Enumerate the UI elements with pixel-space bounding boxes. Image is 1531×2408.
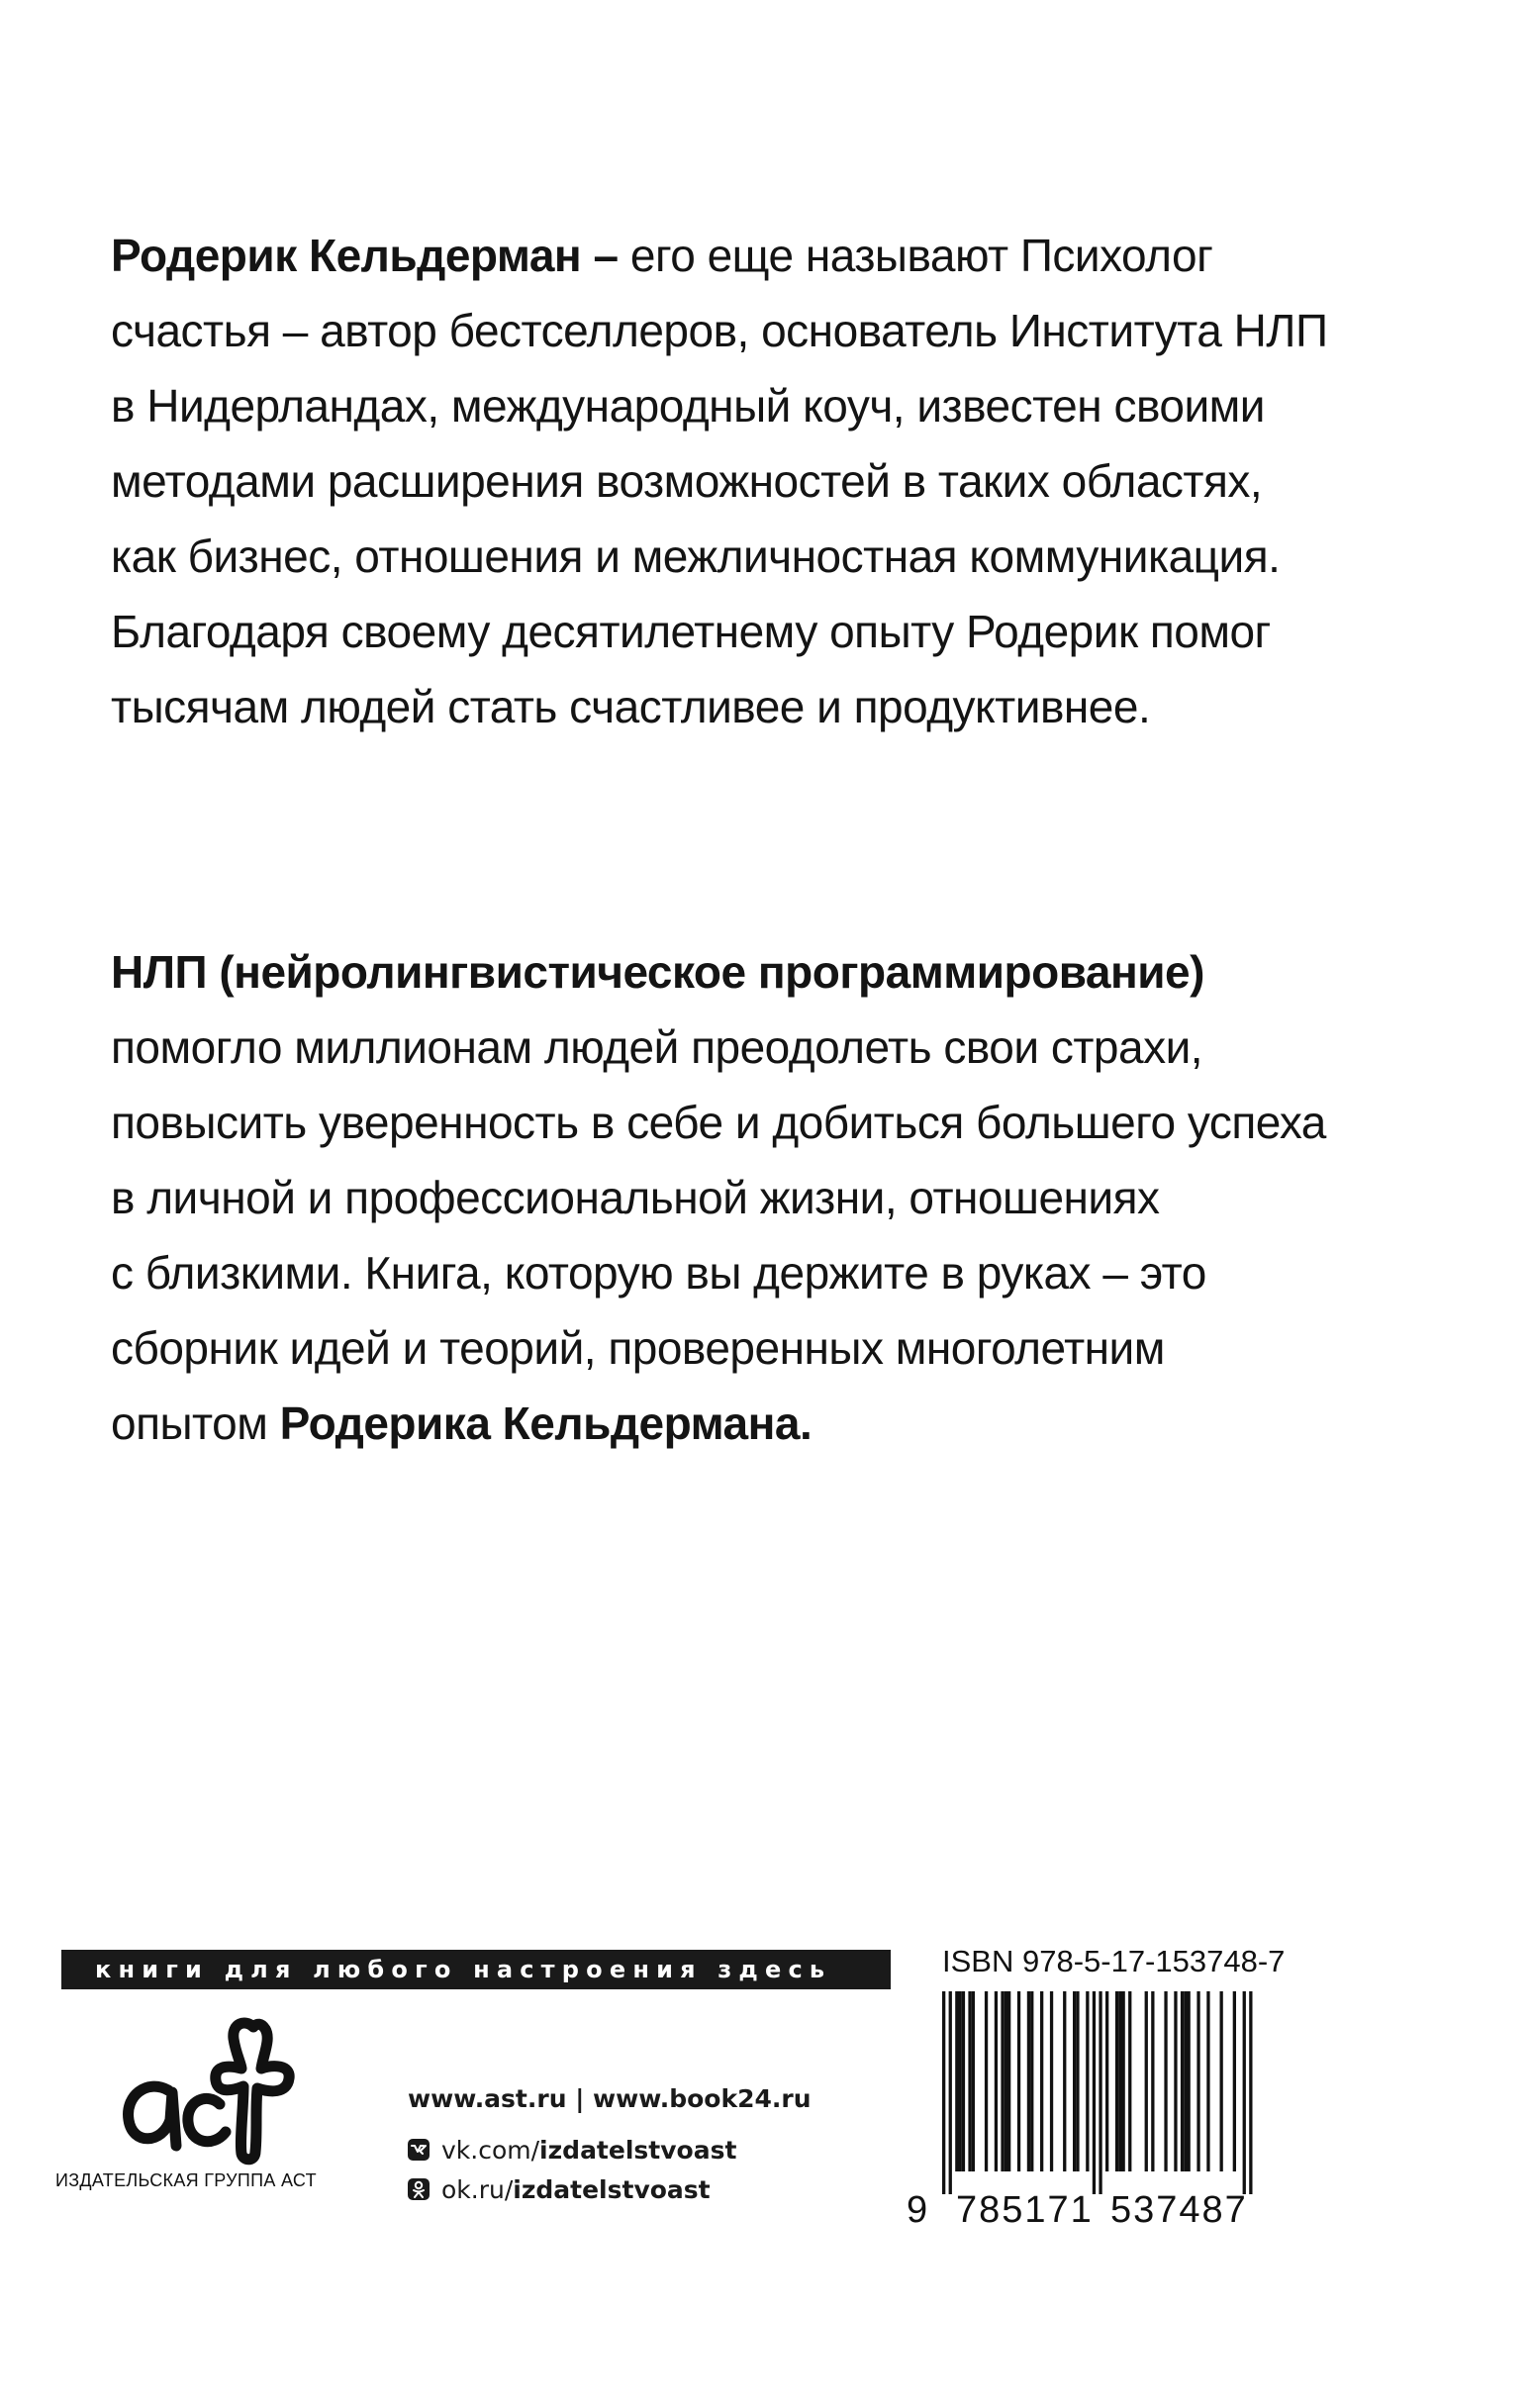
barcode-digit-first: 9 [907,2189,930,2231]
barcode-bar [1093,1991,1096,2194]
book-description-line: повысить уверенность в себе и добиться большего успеха [111,1097,1326,1148]
book-description-line: с близкими. Книга, которую вы держите в руках – это [111,1247,1206,1299]
barcode-bar [1184,1991,1187,2171]
barcode-bar [1128,1991,1131,2171]
barcode-bar [1206,1991,1209,2171]
barcode-bar [949,1991,952,2194]
book-description [111,934,1326,1461]
ok-link[interactable]: ok.ru/ izdatelstvoast [408,2169,812,2209]
barcode-bar [1076,1991,1079,2171]
barcode-bar [1151,1991,1154,2171]
barcode-bar [1005,1991,1007,2171]
author-bio-line: тысячам людей стать счастливее и продуктивнее. [111,681,1151,732]
barcode-bar [1063,1991,1066,2171]
barcode-bar [972,1991,975,2171]
barcode-bar [1174,1991,1177,2171]
barcode-bar [942,1991,945,2194]
author-bio-line: в Нидерландах, международный коуч, известен своими [111,380,1265,432]
author-bio-line: как бизнес, отношения и межличностная коммуникация. [111,530,1281,582]
barcode-bar [955,1991,958,2171]
barcode-bar [1099,1991,1101,2194]
barcode-bar [1027,1991,1030,2171]
book-description-line: сборник идей и теорий, проверенных многолетним [111,1322,1165,1374]
barcode-bar [962,1991,965,2171]
barcode-bar [968,1991,971,2171]
barcode-bar [1220,1991,1223,2171]
book-description-line: помогло миллионам людей преодолеть свои страхи, [111,1021,1203,1073]
author-bio [111,218,1328,744]
barcode-bar [1017,1991,1020,2171]
author-bio-line: Родерик Кельдерман – его еще называют Психолог [111,230,1213,281]
barcode-bar [1196,1991,1199,2171]
publisher-name: ИЗДАТЕЛЬСКАЯ ГРУППА АСТ [55,2170,317,2190]
barcode-bar [1105,1991,1108,2171]
barcode-bar [1030,1991,1033,2171]
vk-link[interactable]: vk.com/ izdatelstvoast [408,2130,812,2169]
isbn-label: ISBN 978-5-17-153748-7 [942,1944,1286,1978]
barcode-digits-right: 537487 [1110,2189,1248,2231]
barcode [907,1991,1302,2194]
svg-text:аст: аст [117,2009,119,2010]
barcode-bar [1122,1991,1125,2171]
tagline-banner: книги для любого настроения здесь [61,1950,891,1989]
barcode-bar [1233,1991,1236,2171]
author-bio-line: счастья – автор бестселлеров, основатель Института НЛП [111,305,1328,356]
author-bio-line: Благодаря своему десятилетнему опыту Родерик помог [111,606,1271,657]
barcode-bar [1073,1991,1076,2171]
odnoklassniki-icon [408,2178,430,2200]
website-links[interactable]: www.ast.ru | www.book24.ru [408,2083,812,2113]
barcode-bar [1181,1991,1184,2171]
barcode-bar [1243,1991,1246,2194]
barcode-bar [959,1991,962,2171]
book-description-line: в личной и профессиональной жизни, отношениях [111,1172,1160,1223]
barcode-bar [1249,1991,1252,2194]
barcode-digits-left: 785171 [956,2189,1094,2231]
ast-logo [117,2009,315,2172]
barcode-bar [1164,1991,1167,2171]
barcode-bar [1007,1991,1010,2171]
barcode-bar [1118,1991,1121,2171]
barcode-bar [1050,1991,1053,2171]
barcode-bar [985,1991,988,2171]
barcode-bar [995,1991,998,2171]
book-description-heading: НЛП (нейролингвистическое программирование) [111,946,1204,998]
publisher-links [408,2076,812,2209]
author-bio-line: методами расширения возможностей в таких областях, [111,455,1263,507]
book-description-line: опытом Родерика Кельдермана. [111,1397,813,1449]
barcode-bar [1040,1991,1043,2171]
barcode-bar [1001,1991,1004,2171]
barcode-bar [1115,1991,1118,2171]
barcode-bar [1086,1991,1089,2171]
vk-icon [408,2139,430,2161]
barcode-bar [1188,1991,1191,2171]
barcode-bar [1145,1991,1148,2171]
